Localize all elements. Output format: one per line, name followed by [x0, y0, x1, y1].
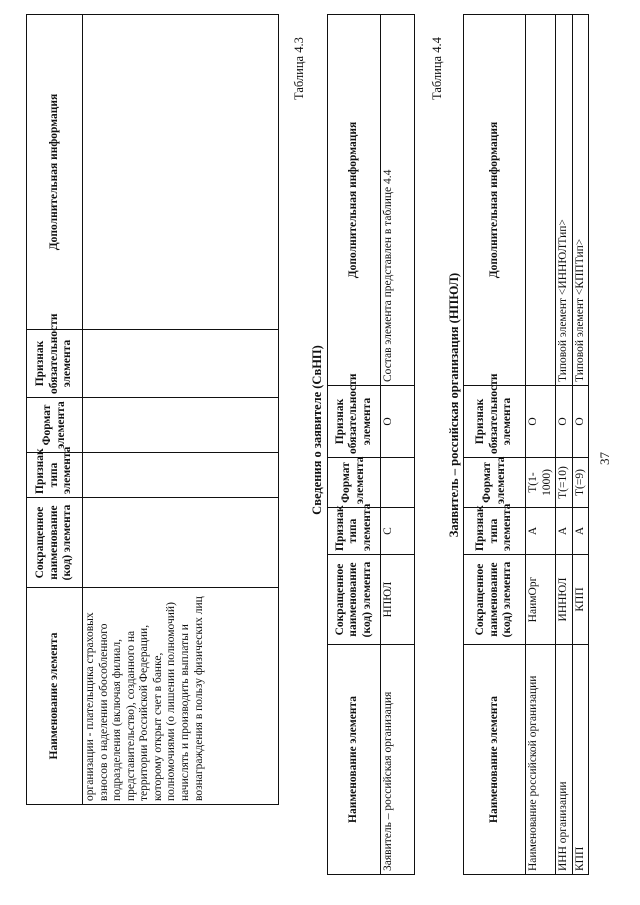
cell-type: А — [526, 508, 556, 555]
cell-required: О — [526, 386, 556, 458]
table-row — [556, 15, 573, 875]
cell-format — [381, 458, 415, 508]
cell-required: О — [572, 386, 589, 458]
header-format: Формат элемента — [27, 398, 83, 453]
cell-name: ИНН организации — [556, 645, 573, 875]
table-4-4 — [463, 14, 589, 875]
header-code: Сокращенное наименование (код) элемента — [464, 555, 526, 645]
cell-name: Заявитель – российская организация — [381, 645, 415, 875]
cell-info: Состав элемента представлен в таблице 4.4 — [381, 15, 415, 386]
table-row — [526, 15, 556, 875]
header-required: Признак обязательности элемента — [464, 386, 526, 458]
header-name: Наименование элемента — [27, 588, 83, 805]
table-4-3 — [327, 14, 415, 875]
cell-required: О — [381, 386, 415, 458]
cell-name: КПП — [572, 645, 589, 875]
cell-info — [526, 15, 556, 386]
table-4-4-title: Заявитель – российская организация (НПЮЛ) — [447, 272, 461, 538]
cell-code: НПЮЛ — [381, 555, 415, 645]
cell-name: Наименование российской организации — [526, 645, 556, 875]
page-number: 37 — [597, 452, 612, 465]
cell-format: T(=10) — [556, 458, 573, 508]
cell-code: ИННЮЛ — [556, 555, 573, 645]
cell-code: НаимОрг — [526, 555, 556, 645]
cell-type: А — [572, 508, 589, 555]
table-row — [381, 15, 415, 875]
header-info: Дополнительная информация — [464, 15, 526, 386]
header-required: Признак обязательности элемента — [328, 386, 381, 458]
table-4-3-caption: Таблица 4.3 — [292, 37, 306, 100]
table-row — [572, 15, 589, 875]
header-code: Сокращенное наименование (код) элемента — [328, 555, 381, 645]
cell-format: T(1-1000) — [526, 458, 556, 508]
cell-format: T(=9) — [572, 458, 589, 508]
cell-info: Типовой элемент <ИННЮЛТип> — [556, 15, 573, 386]
header-format: Формат элемента — [464, 458, 526, 508]
table-continuation — [26, 14, 279, 805]
header-info: Дополнительная информация — [328, 15, 381, 386]
header-required: Признак обязательности элемента — [27, 330, 83, 398]
cell-type: С — [381, 508, 415, 555]
header-name: Наименование элемента — [328, 645, 381, 875]
table-4-4-caption: Таблица 4.4 — [430, 37, 444, 100]
cell-code: КПП — [572, 555, 589, 645]
header-code: Сокращенное наименование (код) элемента — [27, 498, 83, 588]
cell-required: О — [556, 386, 573, 458]
header-type: Признак типа элемента — [27, 453, 83, 498]
header-format: Формат элемента — [328, 458, 381, 508]
header-type: Признак типа элемента — [464, 508, 526, 555]
cell-type: А — [556, 508, 573, 555]
header-type: Признак типа элемента — [328, 508, 381, 555]
header-info: Дополнительная информация — [27, 15, 83, 330]
header-name: Наименование элемента — [464, 645, 526, 875]
cell-info: Типовой элемент <КППТип> — [572, 15, 589, 386]
table-4-3-title: Сведения о заявителе (СвНП) — [310, 345, 324, 515]
continuation-cell: организации - плательщика страховых взносов о наделении обособленного подразделения (включая филиал, представительство), созданного на территории Российской Федерации, которому открыт счет в банке, полномочиями (о лишении полномочий) начислять и производить выплаты и вознаграждения в пользу физических лиц — [83, 588, 279, 805]
